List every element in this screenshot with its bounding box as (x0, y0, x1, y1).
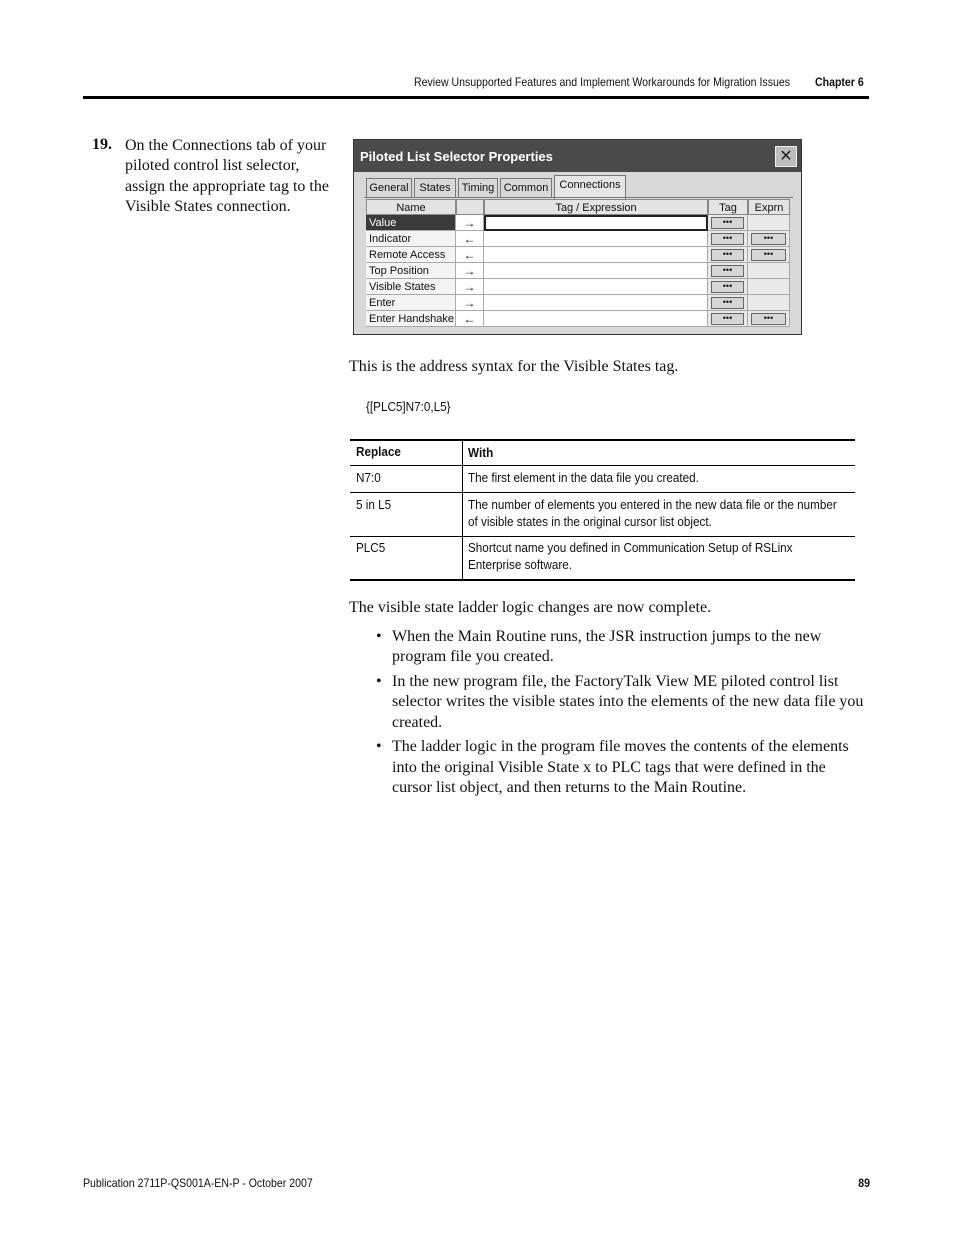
direction-arrow-icon: → (456, 215, 484, 231)
connection-name: Indicator (366, 231, 456, 247)
visible-states-highlight (368, 334, 510, 335)
page-number: 89 (858, 1176, 870, 1190)
tag-browse-button[interactable]: ••• (711, 233, 744, 245)
expression-edit-button[interactable]: ••• (751, 313, 786, 325)
tag-expression-field[interactable] (484, 263, 708, 279)
list-item: • In the new program file, the FactoryTalk View ME piloted control list selector writes the visible states into the elements of the new data file you created. (376, 673, 864, 731)
col-header-exprn: Exprn (748, 199, 790, 215)
bullet-list (376, 627, 866, 803)
connection-name: Remote Access (366, 247, 456, 263)
tag-expression-field[interactable] (484, 279, 708, 295)
dialog-title: Piloted List Selector Properties (360, 149, 553, 164)
close-icon[interactable]: ✕ (775, 146, 797, 167)
properties-dialog (353, 139, 802, 335)
header-with: With (468, 445, 494, 460)
tab-timing[interactable]: Timing (458, 178, 498, 198)
connection-name: Enter (366, 295, 456, 311)
tab-common[interactable]: Common (500, 178, 552, 198)
table-header-row (350, 441, 855, 466)
tag-browse-button[interactable]: ••• (711, 281, 744, 293)
connection-name: Top Position (366, 263, 456, 279)
connection-row[interactable] (366, 295, 790, 311)
tag-expression-field[interactable] (484, 231, 708, 247)
connection-row[interactable] (366, 311, 790, 327)
completion-text: The visible state ladder logic changes are now complete. (349, 599, 712, 616)
cell-replace: N7:0 (356, 470, 381, 485)
cell-with: The first element in the data file you created. (468, 470, 699, 485)
running-header-title: Review Unsupported Features and Implement Workarounds for Migration Issues (413, 75, 790, 89)
tag-browse-button[interactable]: ••• (711, 313, 744, 325)
list-item: • The ladder logic in the program file moves the contents of the elements into the original Visible State x to PLC tags that were defined in the cursor list object, and then returns to the Main Routine. (376, 738, 849, 797)
direction-arrow-icon: → (456, 263, 484, 279)
step-instruction: On the Connections tab of your piloted control list selector, assign the appropriate tag to the Visible States connection. (125, 137, 329, 215)
col-header-expression: Tag / Expression (484, 199, 708, 215)
syntax-code: {[PLC5]N7:0,L5} (366, 399, 451, 414)
header-replace: Replace (356, 444, 401, 459)
list-item: • When the Main Routine runs, the JSR instruction jumps to the new program file you created. (376, 628, 822, 666)
tag-browse-button[interactable]: ••• (711, 297, 744, 309)
connection-row[interactable] (366, 279, 790, 295)
direction-arrow-icon: ← (456, 247, 484, 263)
cell-with: The number of elements you entered in the new data file or the number of visible states in the original cursor list object. (468, 497, 837, 529)
tag-browse-button[interactable]: ••• (711, 265, 744, 277)
dialog-titlebar (354, 140, 801, 172)
connection-row[interactable] (366, 215, 790, 231)
header-rule (83, 96, 869, 99)
connection-name: Visible States (366, 279, 456, 295)
tab-general[interactable]: General (366, 178, 412, 198)
direction-arrow-icon: → (456, 279, 484, 295)
col-header-name: Name (366, 199, 456, 215)
direction-arrow-icon: ← (456, 231, 484, 247)
tag-expression-field[interactable] (484, 247, 708, 263)
cell-replace: PLC5 (356, 540, 386, 555)
direction-arrow-icon: ← (456, 311, 484, 327)
connection-row[interactable] (366, 263, 790, 279)
tag-expression-field[interactable] (484, 295, 708, 311)
cell-with: Shortcut name you defined in Communication Setup of RSLinx Enterprise software. (468, 540, 793, 572)
table-row (350, 466, 855, 493)
tag-expression-field[interactable] (484, 311, 708, 327)
tag-browse-button[interactable]: ••• (711, 217, 744, 229)
tab-connections[interactable]: Connections (554, 175, 626, 199)
col-header-tag: Tag (708, 199, 748, 215)
publication-footer: Publication 2711P-QS001A-EN-P - October 2007 (83, 1176, 313, 1190)
table-row (350, 493, 855, 537)
connection-row[interactable] (366, 231, 790, 247)
tag-expression-field[interactable] (484, 215, 708, 231)
cell-replace: 5 in L5 (356, 497, 392, 512)
direction-arrow-icon: → (456, 295, 484, 311)
connection-row[interactable] (366, 247, 790, 263)
chapter-label: Chapter 6 (815, 75, 864, 89)
tag-browse-button[interactable]: ••• (711, 249, 744, 261)
table-row (350, 537, 855, 581)
connection-name: Enter Handshake (366, 311, 456, 327)
expression-edit-button[interactable]: ••• (751, 249, 786, 261)
syntax-intro: This is the address syntax for the Visible States tag. (349, 358, 679, 375)
connection-name: Value (366, 215, 456, 231)
tab-states[interactable]: States (414, 178, 456, 198)
expression-edit-button[interactable]: ••• (751, 233, 786, 245)
step-number: 19. (92, 136, 112, 153)
